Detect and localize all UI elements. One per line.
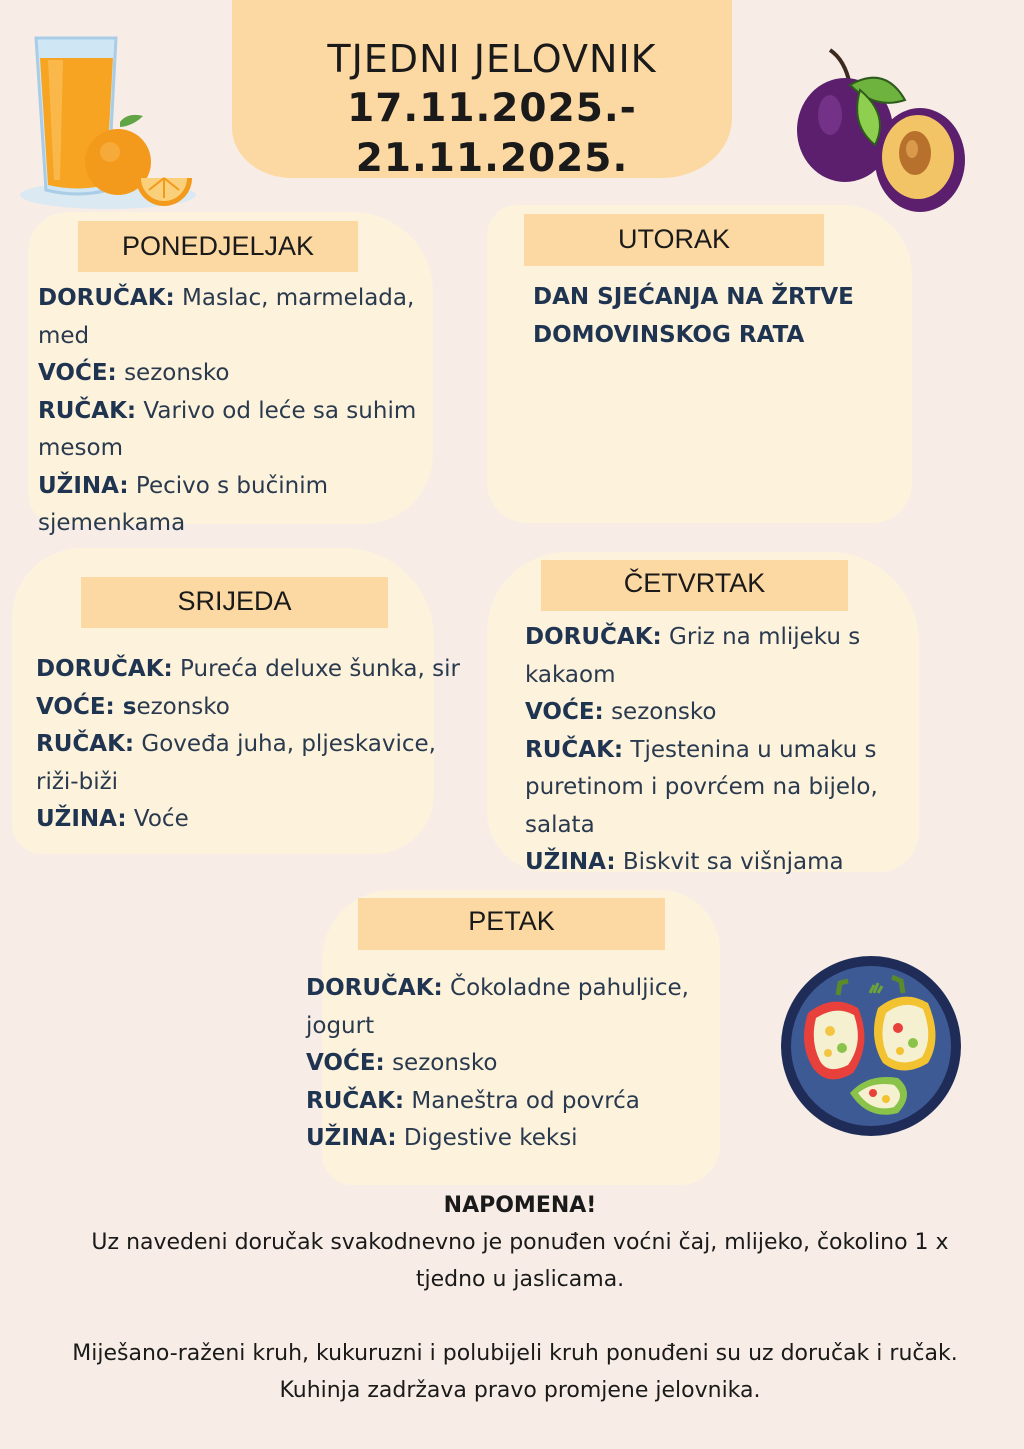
menu-item xyxy=(38,355,438,393)
orange-juice-icon xyxy=(18,30,203,215)
menu-item xyxy=(38,280,438,355)
lunch-label: RUČAK: xyxy=(36,731,135,757)
thursday-menu xyxy=(525,619,910,882)
lunch-label: RUČAK: xyxy=(306,1087,405,1114)
page-title xyxy=(232,34,752,184)
snack-value: Digestive keksi xyxy=(403,1125,578,1151)
menu-item xyxy=(38,393,438,468)
snack-value: Voće xyxy=(133,806,189,832)
plum-icon xyxy=(790,45,970,220)
fruit-value: ezonsko xyxy=(136,693,230,720)
fruit-value: sezonsko xyxy=(392,1050,498,1076)
menu-item xyxy=(36,726,461,801)
lunch-value: Maneštra od povrća xyxy=(411,1087,640,1114)
fruit-value: sezonsko xyxy=(124,360,230,386)
menu-item xyxy=(36,689,461,727)
breakfast-label: DORUČAK: xyxy=(38,285,175,311)
lunch-value: Varivo od leće sa suhim mesom xyxy=(38,397,417,461)
snack-value: Pecivo s bučinim sjemenkama xyxy=(38,472,329,536)
breakfast-label: DORUČAK: xyxy=(36,656,173,682)
breakfast-value: Maslac, marmelada, med xyxy=(38,285,415,349)
title-text: TJEDNI JELOVNIK xyxy=(327,37,657,81)
fruit-label: VOĆE: xyxy=(525,699,604,725)
menu-item xyxy=(306,1120,716,1158)
snack-label: UŽINA: xyxy=(306,1125,397,1151)
menu-item xyxy=(38,468,438,543)
menu-item xyxy=(525,732,910,845)
monday-menu xyxy=(38,280,438,543)
note-line-3: Kuhinja zadržava pravo promjene jelovnika. xyxy=(279,1378,761,1403)
menu-item xyxy=(525,619,910,694)
friday-header: PETAK xyxy=(358,898,665,950)
breakfast-value: Čokoladne pahuljice, jogurt xyxy=(306,975,689,1039)
fruit-value: sezonsko xyxy=(611,699,717,725)
menu-item xyxy=(36,801,461,839)
friday-menu xyxy=(306,970,716,1158)
note-heading: NAPOMENA! xyxy=(443,1193,597,1218)
lunch-label: RUČAK: xyxy=(525,736,624,763)
lunch-label: RUČAK: xyxy=(38,397,137,424)
snack-value: Biskvit sa višnjama xyxy=(622,849,844,875)
breakfast-label: DORUČAK: xyxy=(306,975,443,1001)
lunch-value: Tjestenina u umaku s puretinom i povrćem na bijelo, salata xyxy=(525,736,878,838)
tuesday-header: UTORAK xyxy=(524,214,824,266)
fruit-label: VOĆE: xyxy=(306,1050,385,1076)
menu-item xyxy=(525,844,910,882)
wednesday-menu xyxy=(36,651,461,839)
breakfast-label: DORUČAK: xyxy=(525,624,662,650)
tuesday-note: DAN SJEĆANJA NA ŽRTVE DOMOVINSKOG RATA xyxy=(533,284,854,348)
menu-item xyxy=(36,651,461,689)
breakfast-value: Griz na mlijeku s kakaom xyxy=(525,624,861,688)
breakfast-value: Pureća deluxe šunka, sir xyxy=(180,656,460,682)
snack-label: UŽINA: xyxy=(36,806,127,832)
snack-label: UŽINA: xyxy=(38,472,129,499)
menu-item xyxy=(525,694,910,732)
wednesday-header: SRIJEDA xyxy=(81,577,388,628)
stuffed-peppers-plate-icon xyxy=(778,953,964,1139)
monday-header: PONEDJELJAK xyxy=(78,221,358,272)
title-dates: 17.11.2025.- 21.11.2025. xyxy=(347,86,637,181)
menu-item xyxy=(306,1083,716,1121)
lunch-value: Goveđa juha, pljeskavice, riži-biži xyxy=(36,731,436,795)
note-line-1: Uz navedeni doručak svakodnevno je ponuđen voćni čaj, mlijeko, čokolino 1 x tjedno u jaslicama. xyxy=(91,1230,949,1292)
note-line-2: Miješano-raženi kruh, kukuruzni i polubijeli kruh ponuđeni su uz doručak i ručak. xyxy=(72,1341,958,1366)
fruit-label: VOĆE: xyxy=(38,360,117,386)
fruit-label: VOĆE: s xyxy=(36,693,137,720)
menu-item xyxy=(306,1045,716,1083)
menu-item xyxy=(306,970,716,1045)
thursday-header: ČETVRTAK xyxy=(541,560,848,611)
snack-label: UŽINA: xyxy=(525,849,616,875)
